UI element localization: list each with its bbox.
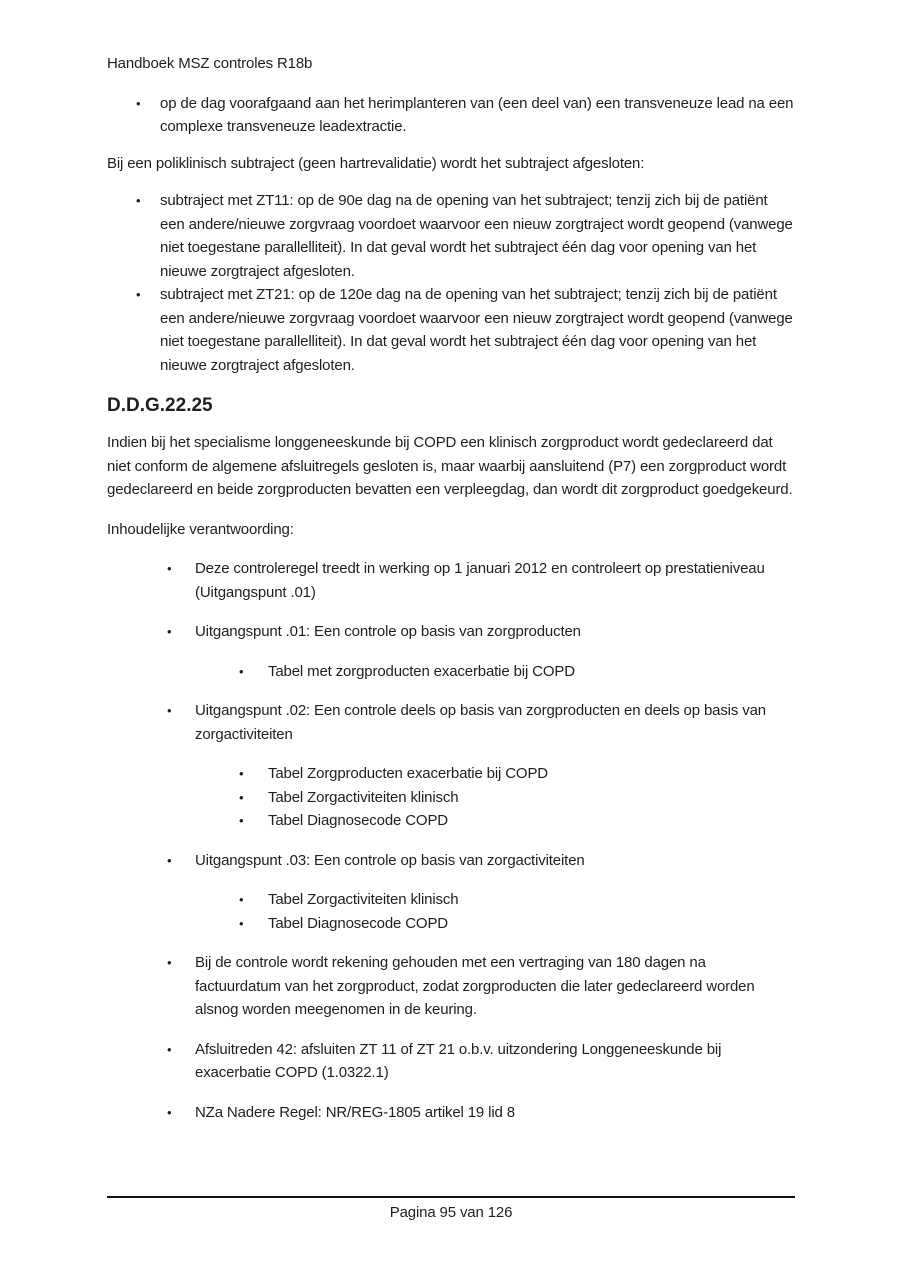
list-item: [107, 849, 795, 873]
bullet-icon: •: [239, 766, 244, 781]
list-item-text: Tabel Zorgproducten exacerbatie bij COPD: [268, 765, 548, 782]
bullet-icon: •: [167, 1041, 172, 1057]
list-item-text: Tabel Zorgactiviteiten klinisch: [268, 788, 459, 806]
body-paragraph: Indien bij het specialisme longgeneeskunde bij COPD een klinisch zorgproduct wordt gedeclareerd dat niet conform de algemene afsluitregels gesloten is, maar waarbij aansluitend (P7) een zorgproduct wordt gedeclareerd en beide zorgproducten bevatten een verpleegdag, dan wordt dit zorgproduct goedgekeurd.: [107, 434, 793, 498]
list-item: [107, 557, 795, 604]
list-item: [107, 92, 795, 139]
bullet-icon: •: [167, 624, 172, 639]
bullet-icon: •: [136, 95, 141, 111]
page-number: Pagina 95 van 126: [389, 1204, 513, 1221]
section-heading: D.D.G.22.25: [107, 395, 213, 416]
list-item-text: Tabel met zorgproducten exacerbatie bij COPD: [268, 662, 575, 680]
bullet-icon: •: [136, 193, 141, 208]
subtraject-list: [107, 189, 795, 377]
list-item-text: Uitgangspunt .02: Een controle deels op basis van zorgproducten en deels op basis van zorgactiviteiten: [195, 702, 766, 743]
list-item: [107, 1038, 795, 1085]
list-item-text: Deze controleregel treedt in werking op 1 januari 2012 en controleert op prestatieniveau (Uitgangspunt .01): [195, 560, 765, 601]
list-item: [107, 762, 795, 786]
bullet-icon: •: [239, 789, 244, 805]
list-item-text: Tabel Zorgactiviteiten klinisch: [268, 891, 459, 908]
list-item: [107, 620, 795, 644]
bullet-icon: •: [167, 955, 172, 970]
list-item: [107, 809, 795, 833]
bullet-icon: •: [167, 561, 172, 576]
list-item: [107, 660, 795, 684]
verantwoording-list: [107, 557, 795, 1124]
list-item: [107, 912, 795, 936]
list-item: [107, 786, 795, 810]
list-item: [107, 951, 795, 1022]
list-item: [107, 1101, 795, 1125]
list-item-text: NZa Nadere Regel: NR/REG-1805 artikel 19 lid 8: [195, 1103, 515, 1121]
list-item-text: Uitgangspunt .03: Een controle op basis van zorgactiviteiten: [195, 851, 585, 869]
page-footer: [107, 1196, 795, 1225]
list-item-text: Uitgangspunt .01: Een controle op basis van zorgproducten: [195, 623, 581, 640]
bullet-icon: •: [239, 892, 244, 907]
list-item-text: subtraject met ZT11: op de 90e dag na de opening van het subtraject; tenzij zich bij de patiënt een andere/nieuwe zorgvraag voordoet waarvoor een nieuw zorgtraject wordt geopend (vanwege niet toegestane parallelliteit). In dat geval wordt het subtraject één dag voor opening van het nieuwe zorgtraject afgesloten.: [160, 192, 793, 280]
list-item: [107, 283, 795, 377]
list-item: [107, 189, 795, 283]
list-item-text: op de dag voorafgaand aan het herimplanteren van (een deel van) een transveneuze lead na een complexe transveneuze leadextractie.: [160, 94, 794, 135]
list-item-text: Afsluitreden 42: afsluiten ZT 11 of ZT 21 o.b.v. uitzondering Longgeneeskunde bij exacerbatie COPD (1.0322.1): [195, 1040, 722, 1081]
list-item: [107, 888, 795, 912]
bullet-icon: •: [167, 1104, 172, 1120]
list-item-text: Tabel Diagnosecode COPD: [268, 914, 448, 932]
page-content: [107, 52, 795, 1124]
list-item-text: Tabel Diagnosecode COPD: [268, 812, 448, 829]
bullet-icon: •: [239, 813, 244, 828]
list-item-text: Bij de controle wordt rekening gehouden met een vertraging van 180 dagen na factuurdatum van het zorgproduct, zodat zorgproducten die later gedeclareerd worden alsnog worden meegenomen in de keuring.: [195, 954, 755, 1018]
subsection-label: Inhoudelijke verantwoording:: [107, 520, 294, 538]
intro-paragraph: Bij een poliklinisch subtraject (geen hartrevalidatie) wordt het subtraject afgesloten:: [107, 154, 645, 172]
bullet-icon: •: [239, 915, 244, 931]
list-item: [107, 699, 795, 746]
bullet-icon: •: [167, 852, 172, 868]
bullet-icon: •: [136, 287, 141, 302]
list-item-text: subtraject met ZT21: op de 120e dag na de opening van het subtraject; tenzij zich bij de patiënt een andere/nieuwe zorgvraag voordoet waarvoor een nieuw zorgtraject wordt geopend (vanwege niet toegestane parallelliteit). In dat geval wordt het subtraject één dag voor opening van het nieuwe zorgtraject afgesloten.: [160, 286, 793, 374]
document-header: Handboek MSZ controles R18b: [107, 55, 313, 72]
bullet-icon: •: [239, 663, 244, 679]
bullet-icon: •: [167, 703, 172, 718]
